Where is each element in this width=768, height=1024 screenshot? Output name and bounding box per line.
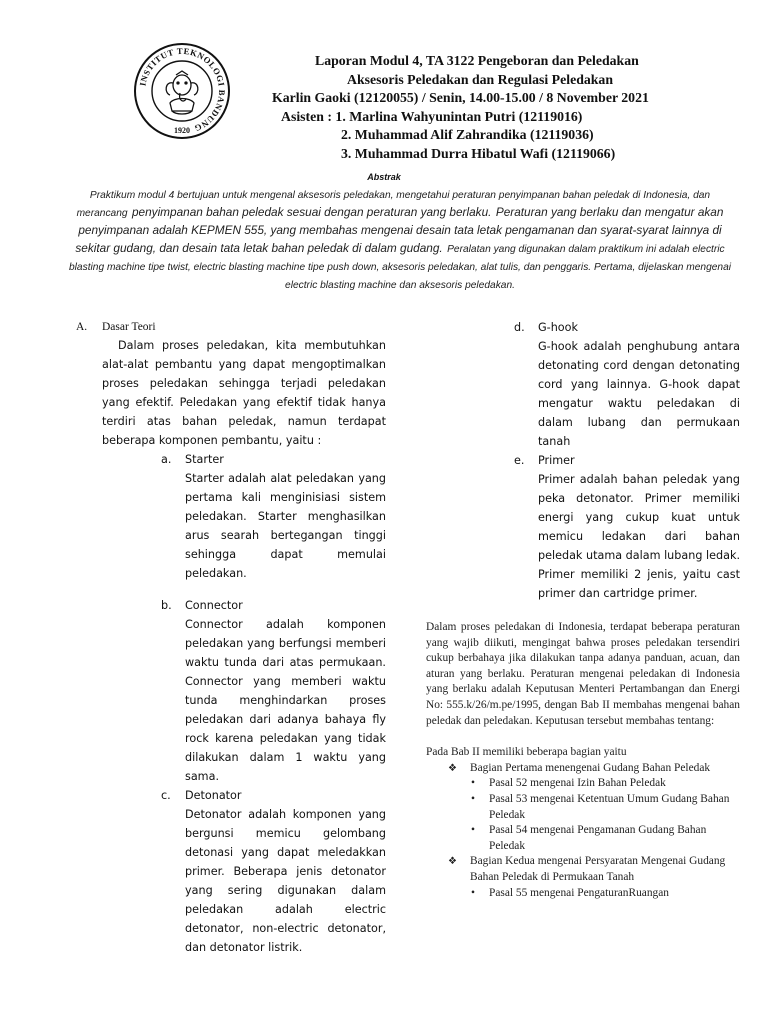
pasal-label: Pasal 53 mengenai Ketentuan Umum Gudang Bahan Peledak [489, 792, 730, 821]
header-author: Karlin Gaoki (12120055) / Senin, 14.00-15.00 / 8 November 2021 [272, 90, 649, 105]
item-title: Primer [538, 454, 575, 467]
pasal-label: Pasal 52 mengenai Izin Bahan Peledak [489, 777, 666, 790]
abstract-title: Abstrak [367, 172, 401, 182]
item-letter: b. [161, 599, 172, 612]
item-body: Connector adalah komponen peledakan yang berfungsi memberi waktu tunda dari atas permukaan. Connector yang memberi waktu tunda menghindarkan proses peledakan dari adanya bahaya fly rock karena peledakan yang tidak dilakukan dalam 1 waktu yang sama. [185, 618, 386, 783]
pasal-item [471, 886, 740, 902]
abstract-part-4: Peralatan yang digunakan dalam praktikum ini adalah electric blasting machine tipe twist, electric blasting machine tipe push down, aksesoris peledakan, alat tulis, dan penggaris. Pertama, dijelaskan mengenai electric blasting machine dan aksesoris peledakan. [69, 244, 731, 291]
item-letter: e. [514, 454, 525, 467]
report-header [245, 52, 715, 163]
part-label: Bagian Pertama menengenai Gudang Bahan Peledak [470, 761, 711, 774]
section-number: A. [76, 321, 88, 333]
pasal-item [471, 823, 740, 854]
list-item-primer [514, 451, 740, 603]
item-title: Starter [185, 453, 224, 466]
section-heading [76, 318, 386, 336]
list-item-detonator [161, 786, 386, 957]
item-letter: c. [161, 789, 171, 802]
diamond-bullet-icon: ❖ [448, 856, 457, 868]
part-label: Bagian Kedua mengenai Persyaratan Mengenai Gudang Bahan Peledak di Permukaan Tanah [470, 855, 726, 883]
header-title: Laporan Modul 4, TA 3122 Pengeboran dan Peledakan [315, 53, 639, 68]
itb-seal-icon [132, 41, 232, 141]
abstract-part-3: Peraturan yang berlaku dan mengatur akan penyimpanan adalah KEPMEN 555, yang membahas mengenai desain tata letak pengamanan dan syarat-syarat lainnya di sekitar gudang, dan desain tata letak bahan peledak di dalam gudang. [75, 205, 724, 255]
diamond-bullet-icon: ❖ [448, 762, 457, 774]
bullet-icon: • [471, 886, 475, 899]
item-letter: a. [161, 453, 172, 466]
section-intro: Dalam proses peledakan, kita membutuhkan alat-alat pembantu yang dapat mengoptimalkan proses peledakan sehingga terjadi peledakan yang efektif. Peledakan yang efektif tidak hanya terdiri atas bahan peledak, namun terdapat beberapa komponen pembantu, yaitu : [102, 339, 386, 447]
abstract-body [64, 185, 736, 293]
item-body: Primer adalah bahan peledak yang peka detonator. Primer memiliki energi yang cukup kuat untuk memicu ledakan dari bahan peledak utama dalam lubang ledak. Primer memiliki 2 jenis, yaitu cast primer dan cartridge primer. [538, 473, 740, 600]
header-assistant-3: 3. Muhammad Durra Hibatul Wafi (12119066) [341, 145, 616, 161]
logo-ring-text: INSTITUT TEKNOLOGI BANDUNG [137, 45, 228, 134]
item-title: G-hook [538, 321, 578, 334]
part-item [448, 761, 740, 777]
pasal-item [471, 792, 740, 823]
item-body: G-hook adalah penghubung antara detonating cord dengan detonating cord yang lainnya. G-hook dapat mengatur waktu peledakan di dalam lubang dan permukaan tanah [538, 340, 740, 448]
regulation-paragraph: Dalam proses peledakan di Indonesia, terdapat beberapa peraturan yang wajib diikuti, mengingat bahwa proses peledakan tersendiri cukup berbahaya jika dilakukan tanpa adanya panduan, acuan, dan aturan yang berlaku. Peraturan mengenai peledakan di Indonesia yang berlaku adalah Keputusan Menteri Pertambangan dan Energi No: 555.k/26/m.pe/1995, dengan Bab II membahas mengenai bahan peledak dan peledakan. Keputusan tersebut membahas tentang: [426, 621, 740, 727]
list-item-starter [161, 450, 386, 583]
chapter-intro: Pada Bab II memiliki beberapa bagian yaitu [426, 746, 627, 759]
bullet-icon: • [471, 792, 475, 805]
regulation-block [414, 620, 740, 901]
itb-logo [132, 41, 232, 141]
pasal-item [471, 776, 740, 792]
pasal-label: Pasal 54 mengenai Pengamanan Gudang Bahan Peledak [489, 824, 707, 852]
right-column [414, 318, 740, 901]
pasal-label: Pasal 55 mengenai PengaturanRuangan [489, 886, 669, 899]
left-column [76, 318, 386, 957]
header-subtitle: Aksesoris Peledakan dan Regulasi Peledakan [347, 71, 614, 87]
header-assistant-2: 2. Muhammad Alif Zahrandika (12119036) [341, 127, 594, 142]
abstract-part-1: Praktikum modul 4 bertujuan untuk mengenal aksesoris peledakan, mengetahui peraturan penyimpanan bahan peledak di Indonesia, dan merancang [76, 190, 711, 219]
item-body: Starter adalah alat peledakan yang pertama kali menginisiasi sistem peledakan. Starter menghasilkan arus searah bertegangan tinggi sehingga dapat memulai peledakan. [185, 472, 386, 580]
section-label: Dasar Teori [102, 321, 156, 333]
logo-year: 1920 [174, 126, 190, 135]
bullet-icon: • [471, 777, 475, 790]
abstract-part-2: penyimpanan bahan peledak sesuai dengan peraturan yang berlaku. [131, 205, 492, 219]
part-item [448, 854, 740, 885]
item-letter: d. [514, 321, 525, 334]
bullet-icon: • [471, 824, 475, 837]
list-item-g-hook [514, 318, 740, 451]
item-body: Detonator adalah komponen yang bergunsi memicu gelombang detonasi yang dapat meledakkan primer. Beberapa jenis detonator yang sering digunakan dalam peledakan adalah electric detonator, non-electric detonator, dan detonator listrik. [185, 808, 386, 954]
list-item-connector [161, 596, 386, 786]
header-assistant-1: Asisten : 1. Marlina Wahyunintan Putri (12119016) [281, 108, 583, 124]
item-title: Connector [185, 599, 243, 612]
item-title: Detonator [185, 789, 242, 802]
